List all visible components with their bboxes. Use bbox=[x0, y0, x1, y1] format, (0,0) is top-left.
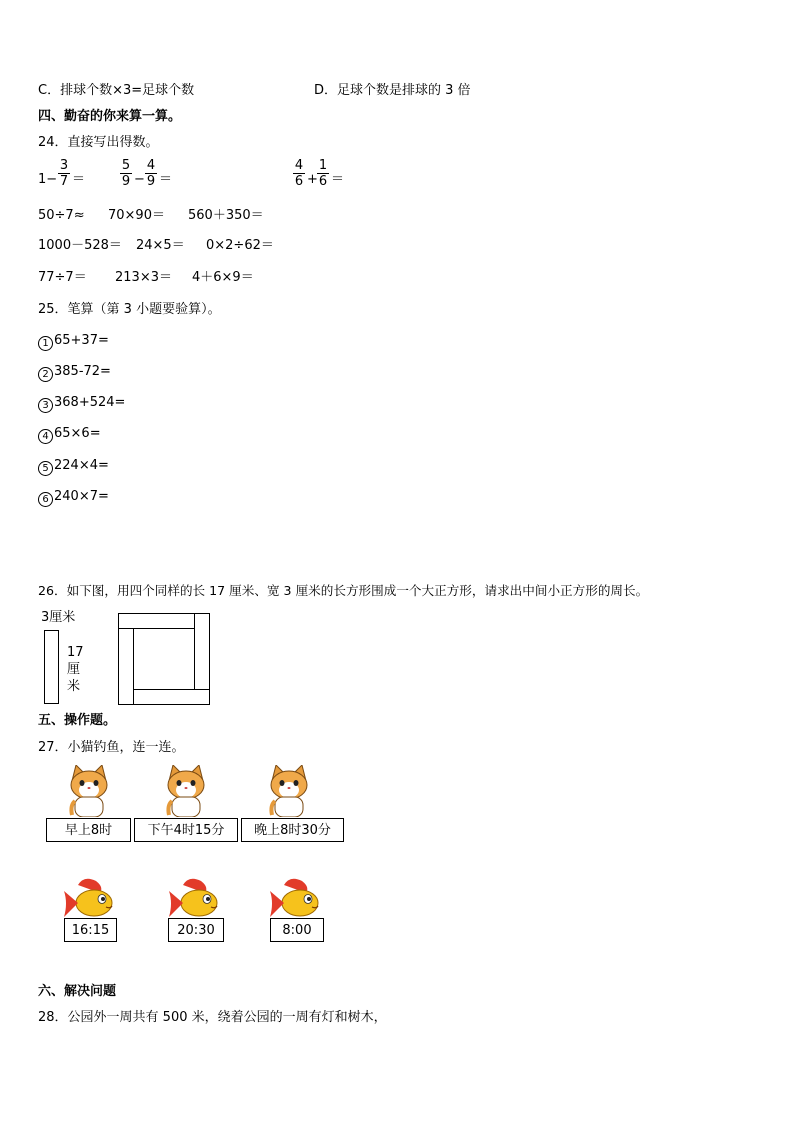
q24-f3-fraction-a bbox=[293, 158, 305, 189]
cat-time-box[interactable]: 晚上8时30分 bbox=[241, 818, 344, 842]
q25-item: 5 224×4= bbox=[38, 458, 109, 476]
q25-title: 25．笔算（第 3 小题要验算）。 bbox=[38, 302, 221, 317]
numerator: 3 bbox=[59, 158, 69, 173]
q24-f3-fraction-b bbox=[317, 158, 329, 189]
q24-r4-c3: 4＋6×9＝ bbox=[192, 270, 254, 285]
numerator: 4 bbox=[294, 158, 304, 173]
q24-f1-whole: 1− bbox=[38, 172, 58, 187]
q24-r2-c2: 70×90＝ bbox=[108, 208, 165, 223]
denominator: 6 bbox=[318, 174, 328, 189]
q26-rect-left bbox=[118, 628, 134, 705]
section-5-title: 五、操作题。 bbox=[38, 713, 117, 728]
q28-title: 28．公园外一周共有 500 米，绕着公园的一周有灯和树木， bbox=[38, 1010, 387, 1025]
fish-time-box[interactable]: 16:15 bbox=[64, 918, 117, 942]
q24-r2-c3: 560＋350＝ bbox=[188, 208, 264, 223]
cat-time-box[interactable]: 下午4时15分 bbox=[134, 818, 238, 842]
cat-icon bbox=[161, 765, 211, 817]
q24-f3-equals: ＝ bbox=[331, 172, 345, 187]
q24-f2-op: − bbox=[134, 172, 145, 187]
cat-icon bbox=[264, 765, 314, 817]
denominator: 6 bbox=[294, 174, 304, 189]
option-d: D．足球个数是排球的 3 倍 bbox=[314, 83, 471, 98]
q24-f2-fraction-a bbox=[120, 158, 132, 189]
fish-time-box[interactable]: 20:30 bbox=[168, 918, 224, 942]
numerator: 4 bbox=[146, 158, 156, 173]
q25-item: 3 368+524= bbox=[38, 395, 125, 413]
denominator: 9 bbox=[146, 174, 156, 189]
q26-width-label: 3厘米 bbox=[41, 610, 76, 625]
q24-r3-c1: 1000－528＝ bbox=[38, 238, 122, 253]
q26-length-label-1: 17 bbox=[67, 645, 84, 660]
q25-item: 2 385-72= bbox=[38, 364, 111, 382]
cat-time-box[interactable]: 早上8时 bbox=[46, 818, 131, 842]
option-c: C．排球个数×3=足球个数 bbox=[38, 83, 195, 98]
q26-rect-top bbox=[118, 613, 195, 629]
denominator: 7 bbox=[59, 174, 69, 189]
q24-r4-c1: 77÷7＝ bbox=[38, 270, 87, 285]
q24-r3-c2: 24×5＝ bbox=[136, 238, 185, 253]
fish-icon bbox=[60, 875, 120, 920]
q26-single-rectangle bbox=[44, 630, 59, 704]
q26-length-label-2: 厘 bbox=[67, 662, 81, 677]
q24-f3-op: + bbox=[307, 172, 318, 187]
fish-icon bbox=[266, 875, 326, 920]
fish-icon bbox=[165, 875, 225, 920]
q25-item: 6 240×7= bbox=[38, 489, 109, 507]
q24-title: 24．直接写出得数。 bbox=[38, 135, 159, 150]
q24-f1-equals: ＝ bbox=[72, 172, 86, 187]
q24-r2-c1: 50÷7≈ bbox=[38, 208, 85, 223]
q24-f2-equals: ＝ bbox=[159, 172, 173, 187]
q27-title: 27．小猫钓鱼，连一连。 bbox=[38, 740, 185, 755]
q26-rect-right bbox=[194, 613, 210, 690]
q24-r3-c3: 0×2÷62＝ bbox=[206, 238, 274, 253]
numerator: 5 bbox=[121, 158, 131, 173]
q26-length-label-3: 米 bbox=[67, 679, 81, 694]
denominator: 9 bbox=[121, 174, 131, 189]
q26-rect-bottom bbox=[133, 689, 210, 705]
section-6-title: 六、解决问题 bbox=[38, 984, 117, 999]
q24-r4-c2: 213×3＝ bbox=[115, 270, 172, 285]
fish-time-box[interactable]: 8:00 bbox=[270, 918, 324, 942]
q24-f1-fraction bbox=[58, 158, 70, 189]
q25-item: 1 65+37= bbox=[38, 333, 109, 351]
q26-big-square bbox=[118, 613, 210, 705]
section-4-title: 四、勤奋的你来算一算。 bbox=[38, 109, 182, 124]
cat-icon bbox=[64, 765, 114, 817]
q25-item: 4 65×6= bbox=[38, 426, 101, 444]
q24-f2-fraction-b bbox=[145, 158, 157, 189]
numerator: 1 bbox=[318, 158, 328, 173]
q26-title: 26．如下图，用四个同样的长 17 厘米、宽 3 厘米的长方形围成一个大正方形，请求出中间小正方形的周长。 bbox=[38, 583, 649, 598]
